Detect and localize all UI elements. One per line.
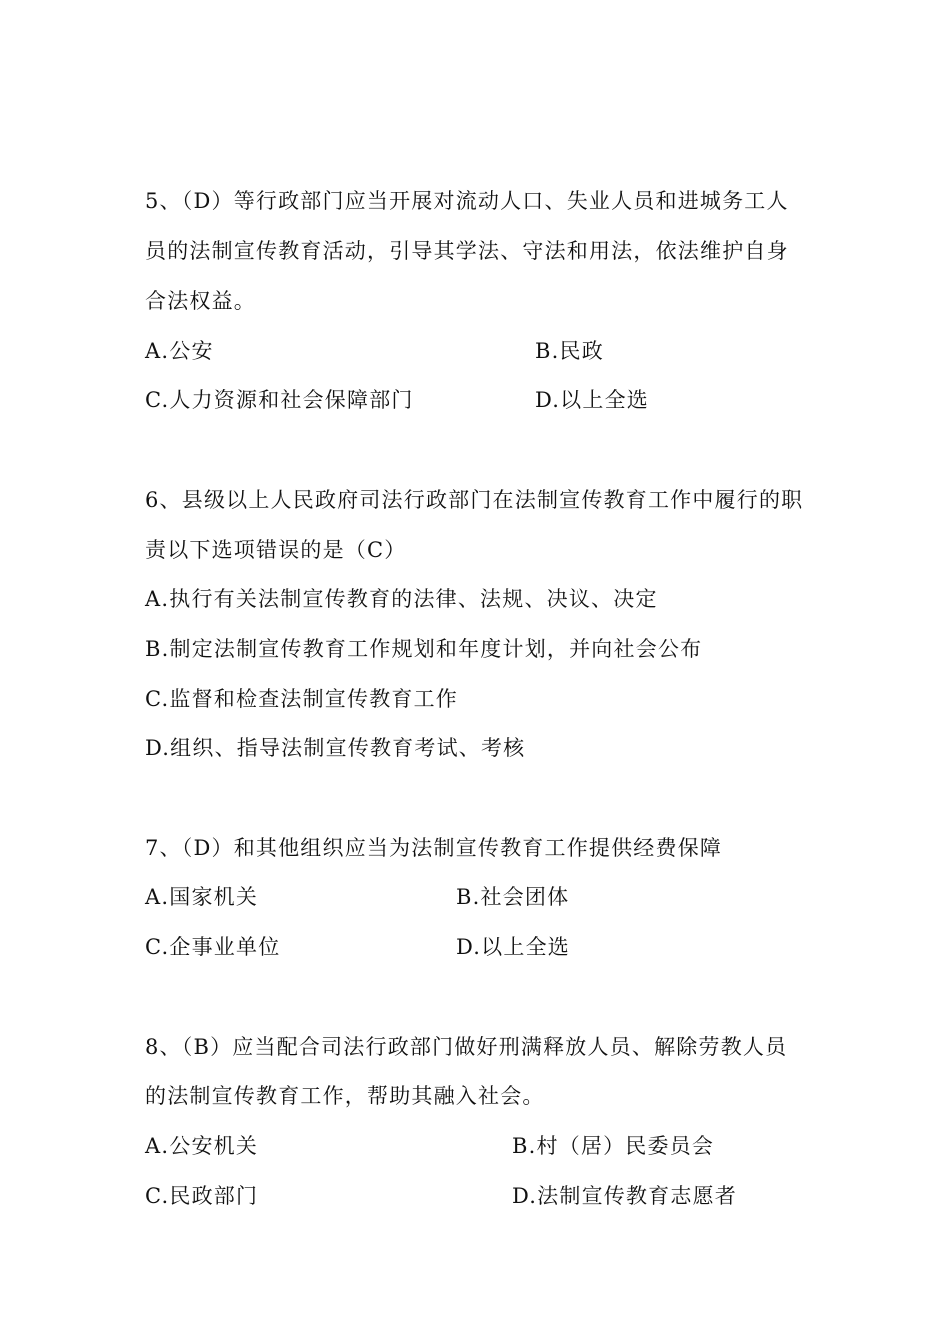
question-6-option-a: A.执行有关法制宣传教育的法律、法规、决议、决定 xyxy=(145,587,658,611)
question-6-option-c: C.监督和检查法制宣传教育工作 xyxy=(145,687,458,711)
question-5-stem-line-1: 5、（D）等行政部门应当开展对流动人口、失业人员和进城务工人 xyxy=(145,189,789,213)
question-6-stem-line-2: 责以下选项错误的是（C） xyxy=(145,538,407,562)
question-5-option-d: D.以上全选 xyxy=(535,388,649,412)
question-6-option-b: B.制定法制宣传教育工作规划和年度计划，并向社会公布 xyxy=(145,637,703,661)
question-6-option-d: D.组织、指导法制宣传教育考试、考核 xyxy=(145,736,526,760)
question-8-option-d: D.法制宣传教育志愿者 xyxy=(512,1184,737,1208)
question-7-option-d: D.以上全选 xyxy=(456,935,570,959)
question-5-option-b: B.民政 xyxy=(535,339,604,363)
question-5-stem-line-3: 合法权益。 xyxy=(145,289,256,313)
question-6-stem-line-1: 6、县级以上人民政府司法行政部门在法制宣传教育工作中履行的职 xyxy=(145,488,804,512)
question-8-option-a: A.公安机关 xyxy=(145,1134,259,1158)
question-7-option-c: C.企事业单位 xyxy=(145,935,281,959)
question-7-stem-line-1: 7、（D）和其他组织应当为法制宣传教育工作提供经费保障 xyxy=(145,836,723,860)
question-8-option-c: C.民政部门 xyxy=(145,1184,259,1208)
question-8-stem-line-2: 的法制宣传教育工作，帮助其融入社会。 xyxy=(145,1084,545,1108)
question-5-stem-line-2: 员的法制宣传教育活动，引导其学法、守法和用法，依法维护自身 xyxy=(145,239,789,263)
question-8-stem-line-1: 8、（B）应当配合司法行政部门做好刑满释放人员、解除劳教人员 xyxy=(145,1035,788,1059)
question-5-option-a: A.公安 xyxy=(145,339,214,363)
question-8-option-b: B.村（居）民委员会 xyxy=(512,1134,715,1158)
question-5-option-c: C.人力资源和社会保障部门 xyxy=(145,388,414,412)
question-7-option-b: B.社会团体 xyxy=(456,885,570,909)
question-7-option-a: A.国家机关 xyxy=(145,885,259,909)
